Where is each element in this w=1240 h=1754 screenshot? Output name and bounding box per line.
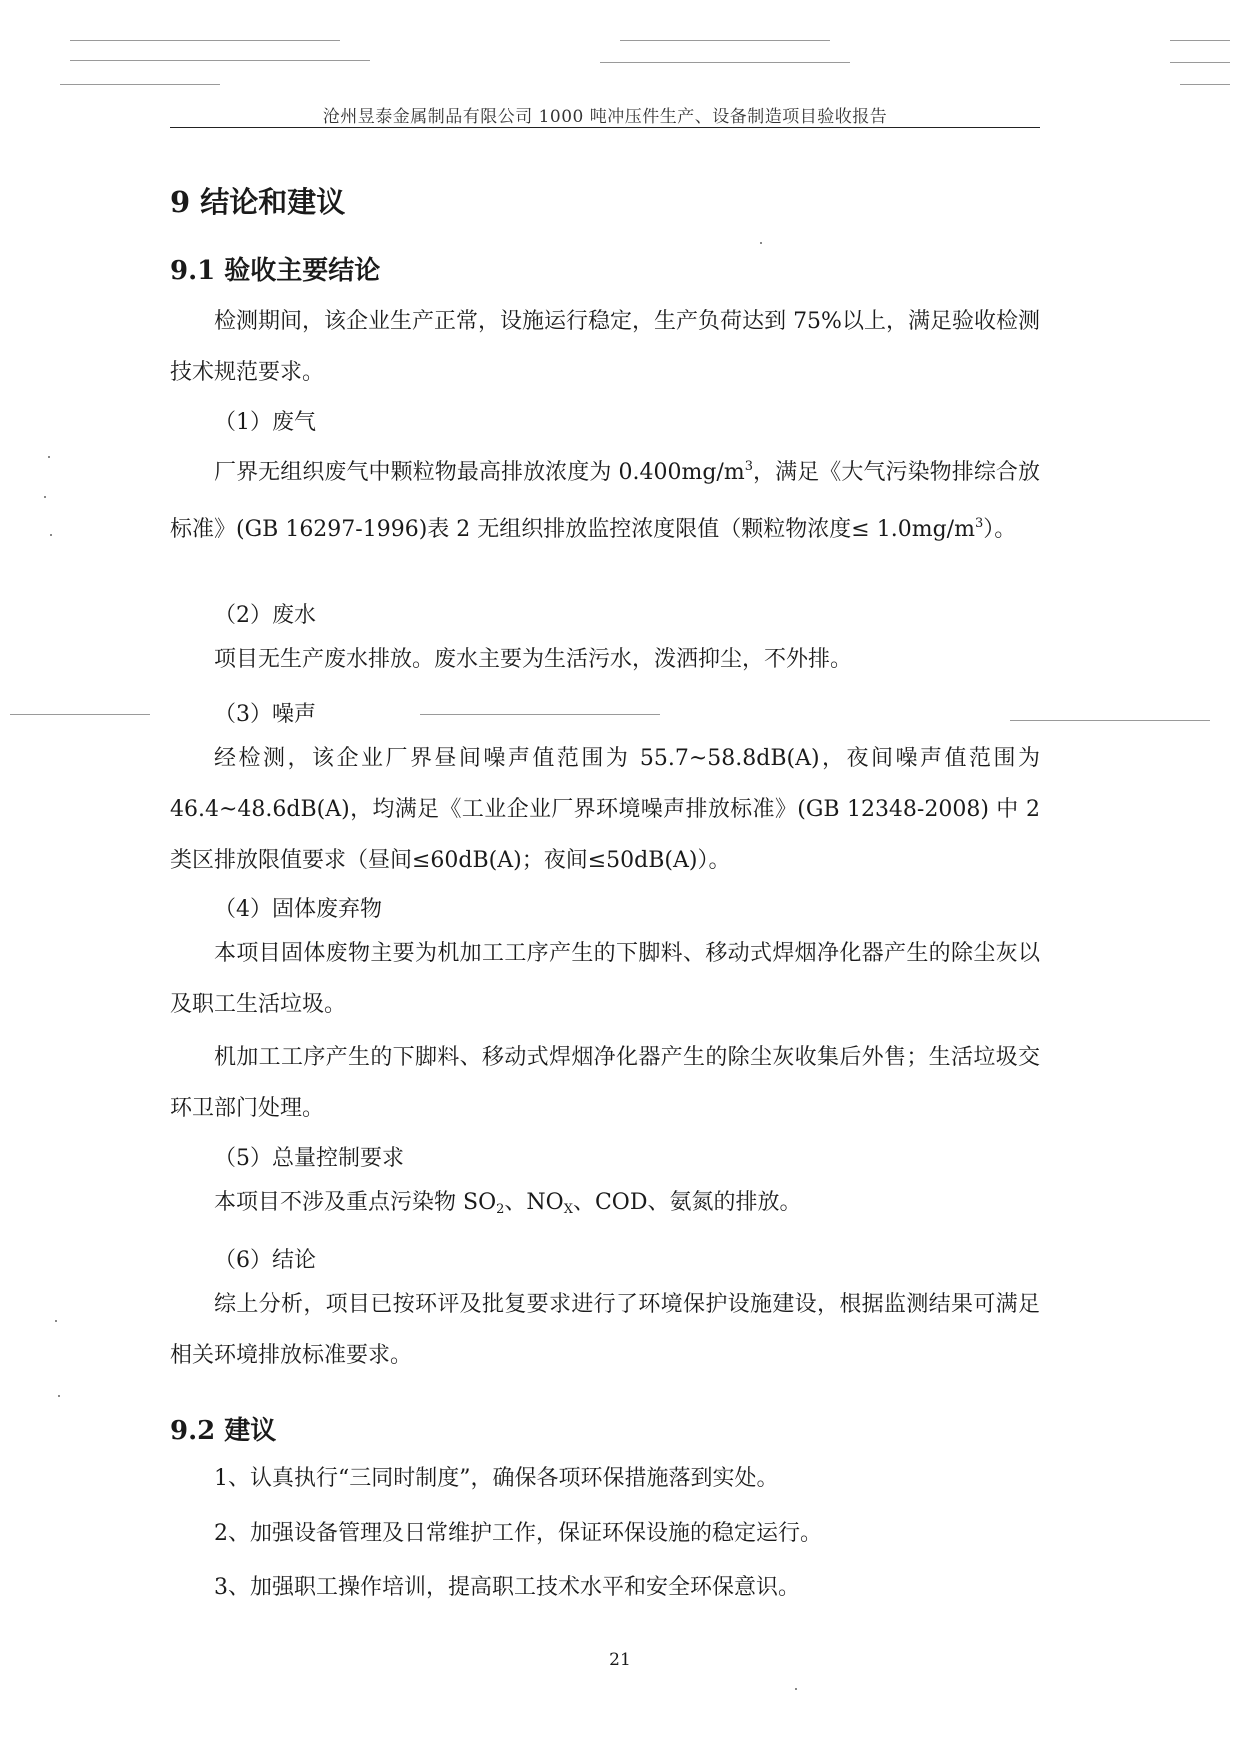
scan-artifact-line — [420, 714, 660, 715]
chapter-heading: 9 结论和建议 — [170, 185, 346, 219]
gas-superscript-1: 3 — [744, 459, 753, 474]
total-subscript-1: 2 — [496, 1202, 505, 1217]
solid-waste-paragraph-2: 机加工工序产生的下脚料、移动式焊烟净化器产生的除尘灰收集后外售；生活垃圾交环卫部门处理。 — [170, 1045, 1040, 1121]
scan-artifact-line — [10, 714, 150, 715]
scan-artifact-dot — [55, 1320, 57, 1322]
solid-waste-label: （4）固体废弃物 — [214, 897, 382, 922]
scan-artifact-dot — [795, 1688, 797, 1690]
gas-text-1: 厂界无组织废气中颗粒物最高排放浓度为 0.400mg/m — [214, 460, 745, 485]
total-text-3: 、COD、氨氮的排放。 — [572, 1190, 802, 1215]
scan-artifact-line — [600, 62, 850, 63]
total-control-label: （5）总量控制要求 — [214, 1146, 404, 1171]
total-subscript-2: X — [563, 1202, 573, 1217]
gas-label: （1）废气 — [214, 410, 316, 435]
water-paragraph: 项目无生产废水排放。废水主要为生活污水，泼洒抑尘，不外排。 — [214, 647, 853, 672]
suggestion-item: 1、认真执行“三同时制度”，确保各项环保措施落到实处。 — [214, 1466, 779, 1491]
total-text-2: 、NO — [504, 1190, 564, 1215]
scan-artifact-dot — [48, 456, 50, 458]
scan-artifact-line — [1180, 84, 1230, 85]
scan-artifact-line — [1170, 40, 1230, 41]
intro-paragraph: 检测期间，该企业生产正常，设施运行稳定，生产负荷达到 75%以上，满足验收检测技术规范要求。 — [170, 309, 1040, 385]
total-control-paragraph — [170, 1177, 1040, 1235]
scan-artifact-line — [1170, 62, 1230, 63]
scan-artifact-line — [70, 40, 340, 41]
total-text-1: 本项目不涉及重点污染物 SO — [214, 1190, 497, 1215]
noise-paragraph: 经检测，该企业厂界昼间噪声值范围为 55.7~58.8dB(A)，夜间噪声值范围为 46.4~48.6dB(A)，均满足《工业企业厂界环境噪声排放标准》(GB 12348-2008) 中 2 类区排放限值要求（昼间≤60dB(A)；夜间≤50dB(A)）。 — [170, 746, 1040, 873]
section-heading-9-2: 9.2 建议 — [170, 1416, 277, 1446]
noise-label: （3）噪声 — [214, 702, 316, 727]
suggestion-item: 3、加强职工操作培训，提高职工技术水平和安全环保意识。 — [214, 1575, 800, 1600]
running-header: 沧州昱泰金属制品有限公司 1000 吨冲压件生产、设备制造项目验收报告 — [322, 107, 888, 127]
scan-artifact-dot — [50, 534, 52, 536]
page-number: 21 — [609, 1650, 631, 1670]
scan-artifact-dot — [44, 496, 46, 498]
header-rule — [170, 127, 1040, 128]
water-label: （2）废水 — [214, 603, 316, 628]
gas-text-2: ，满足《大气污染物排综合放标准》(GB 16297-1996)表 2 无组织排放监控浓度限值（颗粒物浓度≤ 1.0mg/m — [170, 460, 1040, 542]
solid-waste-paragraph-1: 本项目固体废物主要为机加工工序产生的下脚料、移动式焊烟净化器产生的除尘灰以及职工生活垃圾。 — [170, 941, 1040, 1017]
conclusion-paragraph: 综上分析，项目已按环评及批复要求进行了环境保护设施建设，根据监测结果可满足相关环境排放标准要求。 — [170, 1292, 1040, 1368]
gas-text-3: ）。 — [983, 517, 1017, 542]
scan-artifact-line — [620, 40, 830, 41]
section-heading-9-1: 9.1 验收主要结论 — [170, 256, 381, 286]
scan-artifact-line — [1010, 720, 1210, 721]
conclusion-label: （6）结论 — [214, 1248, 316, 1273]
suggestion-item: 2、加强设备管理及日常维护工作，保证环保设施的稳定运行。 — [214, 1521, 822, 1546]
scan-artifact-dot — [760, 242, 762, 244]
scan-artifact-dot — [58, 1395, 60, 1397]
scan-artifact-line — [60, 84, 220, 85]
gas-superscript-2: 3 — [974, 516, 984, 531]
scan-artifact-line — [70, 60, 370, 61]
gas-paragraph — [170, 441, 1040, 555]
